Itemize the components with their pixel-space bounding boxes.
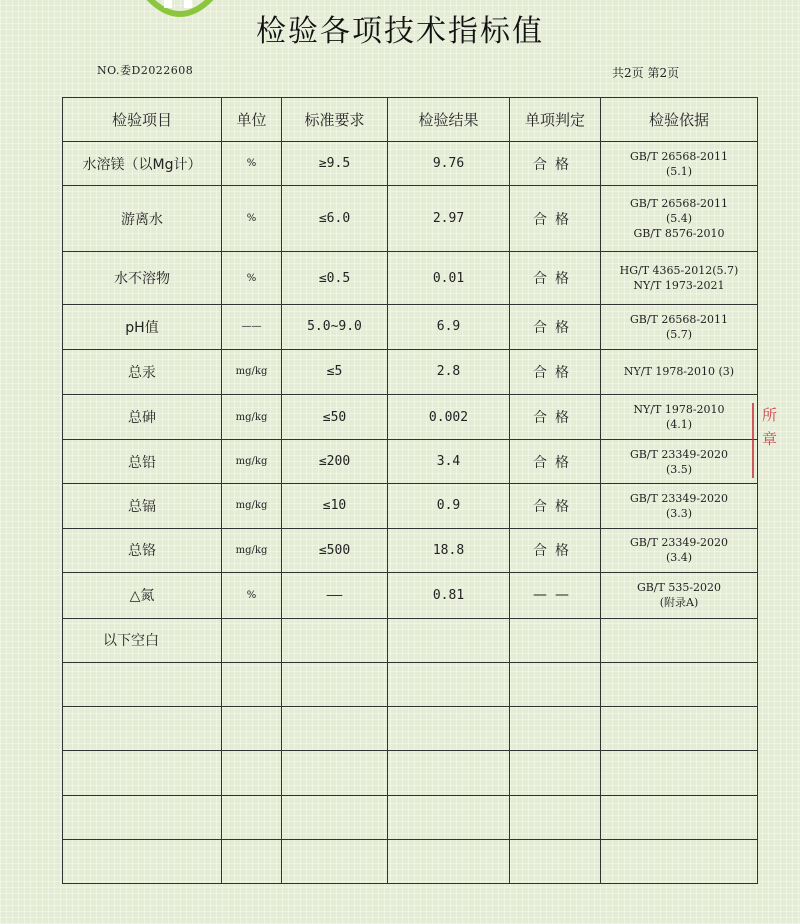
empty-cell	[388, 795, 510, 839]
standard-cell: ≤200	[282, 440, 388, 484]
basis-cell: GB/T 535-2020 (附录A)	[601, 572, 758, 618]
empty-cell	[222, 751, 282, 795]
empty-cell	[388, 839, 510, 883]
basis-cell: HG/T 4365-2012(5.7) NY/T 1973-2021	[601, 252, 758, 304]
empty-cell	[63, 751, 222, 795]
judgement-cell: ——	[510, 572, 601, 618]
unit-cell: mg/kg	[222, 484, 282, 528]
table-row	[63, 440, 758, 484]
table-row	[63, 394, 758, 439]
item-cell: 游离水	[63, 186, 222, 252]
empty-cell	[63, 795, 222, 839]
judgement-cell: 合格	[510, 440, 601, 484]
basis-cell: GB/T 23349-2020 (3.5)	[601, 440, 758, 484]
result-cell: 0.002	[388, 394, 510, 439]
unit-cell: mg/kg	[222, 349, 282, 394]
empty-cell	[222, 618, 282, 662]
unit-cell: %	[222, 252, 282, 304]
result-cell: 9.76	[388, 142, 510, 186]
empty-cell	[282, 663, 388, 707]
judgement-cell: 合格	[510, 394, 601, 439]
unit-cell: %	[222, 142, 282, 186]
item-cell: △氮	[63, 572, 222, 618]
empty-cell	[510, 707, 601, 751]
item-cell: 水溶镁（以Mg计）	[63, 142, 222, 186]
empty-row	[63, 839, 758, 883]
judgement-cell: 合格	[510, 252, 601, 304]
judgement-cell: 合格	[510, 484, 601, 528]
empty-cell	[63, 707, 222, 751]
judgement-cell: 合格	[510, 142, 601, 186]
header-basis: 检验依据	[601, 98, 758, 142]
item-cell: 总砷	[63, 394, 222, 439]
header-result: 检验结果	[388, 98, 510, 142]
standard-cell: ≤10	[282, 484, 388, 528]
empty-cell	[222, 663, 282, 707]
document-number: NO.委D2022608	[97, 64, 194, 77]
empty-cell	[388, 707, 510, 751]
empty-cell	[510, 795, 601, 839]
empty-cell	[282, 839, 388, 883]
table-row	[63, 484, 758, 528]
standard-cell: ≤6.0	[282, 186, 388, 252]
result-cell: 2.8	[388, 349, 510, 394]
empty-cell	[510, 839, 601, 883]
table-row	[63, 252, 758, 304]
empty-cell	[601, 795, 758, 839]
unit-cell: mg/kg	[222, 440, 282, 484]
unit-cell: mg/kg	[222, 528, 282, 572]
empty-cell	[510, 751, 601, 795]
item-cell: 总镉	[63, 484, 222, 528]
unit-cell: %	[222, 572, 282, 618]
result-cell: 18.8	[388, 528, 510, 572]
empty-cell	[282, 618, 388, 662]
standard-cell: ≤0.5	[282, 252, 388, 304]
table-row	[63, 349, 758, 394]
standard-cell: 5.0~9.0	[282, 304, 388, 349]
empty-cell	[388, 751, 510, 795]
empty-cell	[222, 839, 282, 883]
empty-cell	[601, 839, 758, 883]
standard-cell: ——	[282, 572, 388, 618]
item-cell: 总汞	[63, 349, 222, 394]
table-row	[63, 528, 758, 572]
item-cell: pH值	[63, 304, 222, 349]
header-judgement: 单项判定	[510, 98, 601, 142]
basis-cell: GB/T 26568-2011 (5.1)	[601, 142, 758, 186]
empty-cell	[601, 618, 758, 662]
empty-row	[63, 663, 758, 707]
empty-row	[63, 751, 758, 795]
item-cell: 总铅	[63, 440, 222, 484]
header-standard: 标准要求	[282, 98, 388, 142]
judgement-cell: 合格	[510, 186, 601, 252]
empty-cell	[510, 663, 601, 707]
blank-row	[63, 618, 758, 662]
empty-cell	[222, 707, 282, 751]
page-title: 检验各项技术指标值	[256, 14, 544, 49]
judgement-cell: 合格	[510, 304, 601, 349]
page-info: 共2页 第2页	[612, 66, 680, 80]
blank-note: 以下空白	[63, 618, 222, 662]
table-row	[63, 142, 758, 186]
empty-cell	[222, 795, 282, 839]
empty-cell	[601, 707, 758, 751]
basis-cell: GB/T 26568-2011 (5.7)	[601, 304, 758, 349]
inspection-table	[62, 97, 758, 884]
empty-cell	[388, 663, 510, 707]
table-row	[63, 186, 758, 252]
result-cell: 6.9	[388, 304, 510, 349]
empty-row	[63, 795, 758, 839]
item-cell: 总铬	[63, 528, 222, 572]
basis-cell: GB/T 26568-2011 (5.4) GB/T 8576-2010	[601, 186, 758, 252]
empty-row	[63, 707, 758, 751]
judgement-cell: 合格	[510, 528, 601, 572]
result-cell: 2.97	[388, 186, 510, 252]
empty-cell	[63, 663, 222, 707]
standard-cell: ≤50	[282, 394, 388, 439]
empty-cell	[63, 839, 222, 883]
result-cell: 0.01	[388, 252, 510, 304]
table-row	[63, 572, 758, 618]
result-cell: 0.9	[388, 484, 510, 528]
empty-cell	[282, 707, 388, 751]
basis-cell: NY/T 1978-2010 (4.1)	[601, 394, 758, 439]
empty-cell	[601, 663, 758, 707]
empty-cell	[510, 618, 601, 662]
item-cell: 水不溶物	[63, 252, 222, 304]
header-item: 检验项目	[63, 98, 222, 142]
result-cell: 3.4	[388, 440, 510, 484]
unit-cell: %	[222, 186, 282, 252]
basis-cell: GB/T 23349-2020 (3.4)	[601, 528, 758, 572]
standard-cell: ≤5	[282, 349, 388, 394]
table-row	[63, 304, 758, 349]
empty-cell	[601, 751, 758, 795]
result-cell: 0.81	[388, 572, 510, 618]
standard-cell: ≥9.5	[282, 142, 388, 186]
unit-cell: mg/kg	[222, 394, 282, 439]
empty-cell	[282, 795, 388, 839]
standard-cell: ≤500	[282, 528, 388, 572]
header-unit: 单位	[222, 98, 282, 142]
empty-cell	[388, 618, 510, 662]
basis-cell: NY/T 1978-2010 (3)	[601, 349, 758, 394]
unit-cell: ——	[222, 304, 282, 349]
table-header-row	[63, 98, 758, 142]
judgement-cell: 合格	[510, 349, 601, 394]
red-seal-stamp: 所 章	[752, 403, 800, 478]
empty-cell	[282, 751, 388, 795]
basis-cell: GB/T 23349-2020 (3.3)	[601, 484, 758, 528]
